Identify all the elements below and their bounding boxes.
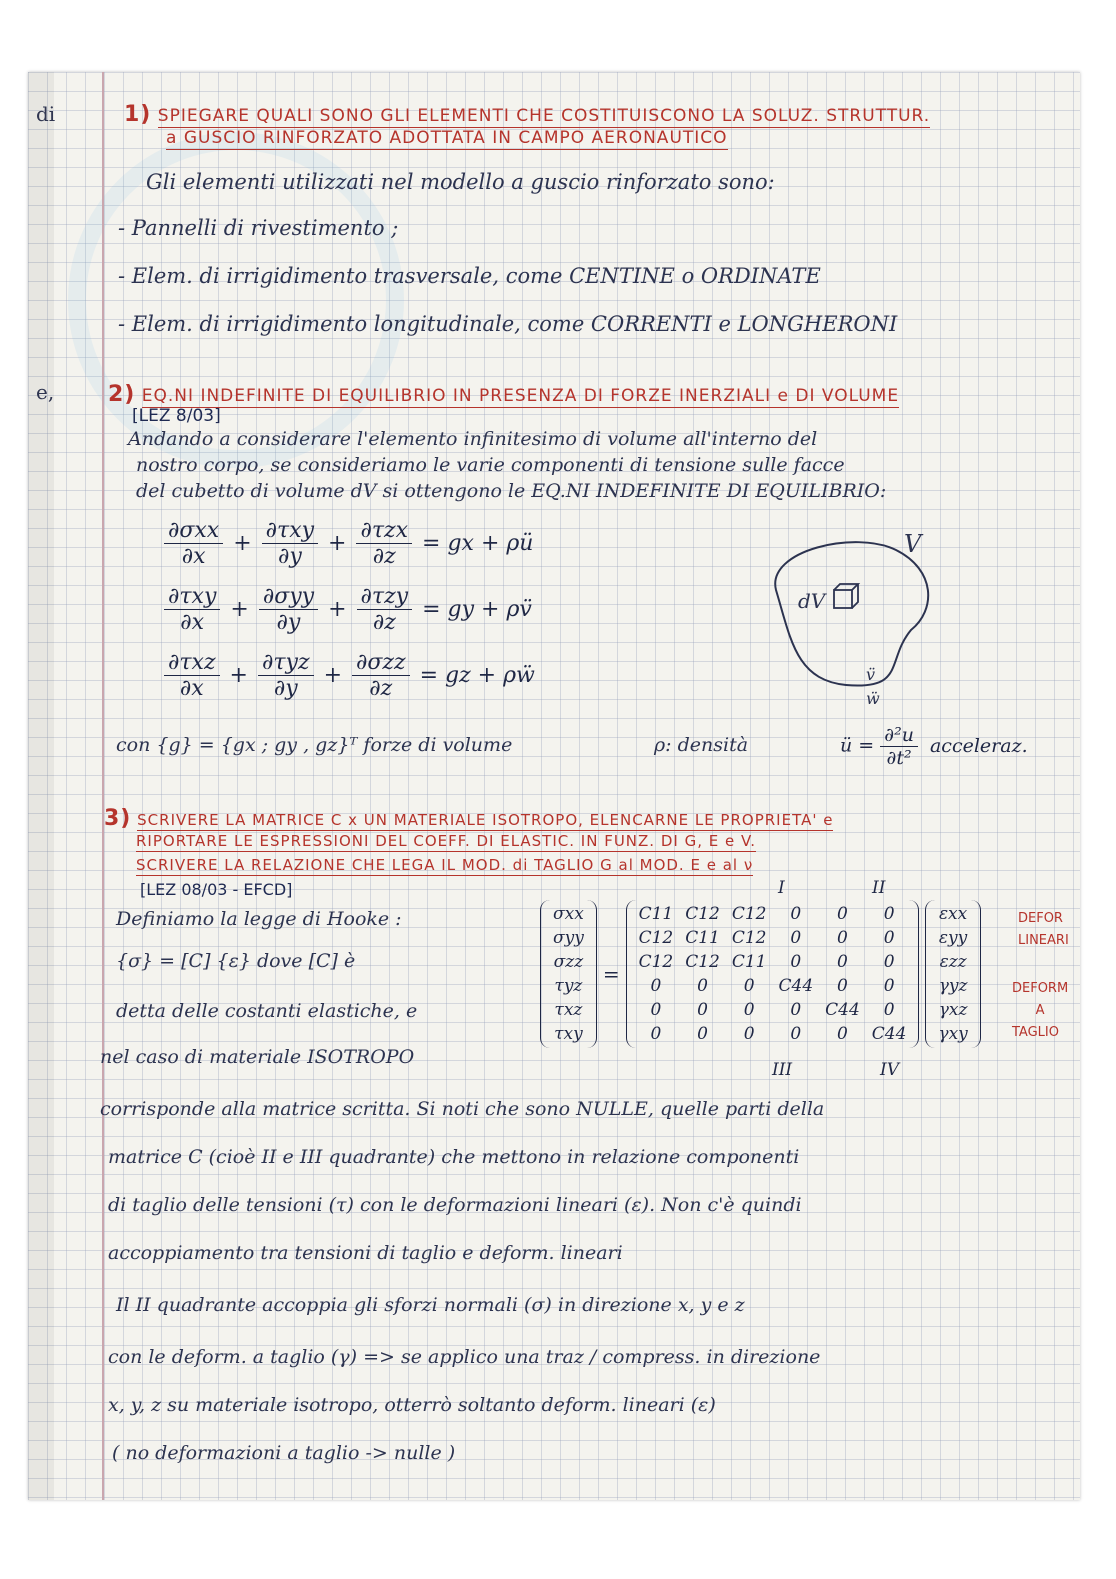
eq1-term2-num: ∂τxy <box>262 518 318 544</box>
eq3-term1-den: ∂x <box>179 676 204 701</box>
eq3-term2-den: ∂y <box>273 676 298 701</box>
accel-num: ∂²u <box>880 724 918 747</box>
matrix-cell: C12 <box>638 952 674 972</box>
eq1-term1-num: ∂σxx <box>164 518 223 544</box>
stress-component: τxy <box>554 1024 583 1044</box>
accel-lhs: ü = <box>840 734 875 757</box>
q3-title-line2: RIPORTARE LE ESPRESSIONI DEL COEFF. DI ELASTIC. IN FUNZ. DI G, E e V. <box>136 832 757 850</box>
stress-component: σyy <box>553 928 584 948</box>
volume-outline <box>775 542 928 685</box>
accel-den: ∂t² <box>886 747 912 769</box>
note-defor-1: DEFOR <box>1018 911 1063 926</box>
note-defor-lineari <box>1018 908 1069 952</box>
margin-mark-1: di <box>36 102 56 126</box>
dv-label: dV <box>798 589 826 613</box>
matrix-cell: C11 <box>685 928 720 948</box>
density-note: ρ: densità <box>654 734 749 756</box>
stress-component: τyz <box>554 976 583 996</box>
q1-title-line1 <box>124 102 930 127</box>
body-line-4: accoppiamento tra tensioni di taglio e deform. lineari <box>108 1242 623 1264</box>
matrix-cell: 0 <box>837 976 848 996</box>
matrix-cell: 0 <box>790 952 802 972</box>
matrix-cell: C11 <box>731 952 767 972</box>
q1-number: 1) <box>124 102 152 127</box>
stress-component: σxx <box>553 904 584 924</box>
equation-3: $\frac{\text{∂τxz}}{\partial x}$ + $\frac{\text{∂τyz}}{\partial y}$ + $\frac{\text{∂σzz}}{\partial z}$ = gz + ρẅ <box>164 650 545 701</box>
eq1-term2-den: ∂y <box>277 544 302 569</box>
matrix-cell: 0 <box>883 1000 895 1020</box>
notebook-page <box>28 72 1080 1500</box>
eq2-term1-num: ∂τxy <box>164 584 220 610</box>
eq2-term2-den: ∂y <box>276 610 301 635</box>
eq1-rhs: = gx + ρü <box>422 531 534 556</box>
q3-ref: [LEZ 08/03 - EFCD] <box>140 880 293 899</box>
strain-component: εxx <box>938 904 968 924</box>
stiffness-relation: σxx σyy σzz τyz τxz τxy = C11 C12 C12 0 0 0 C12 C11 C12 0 0 0 C12 C12 C11 0 0 0 0 0 0 C44 0 0 0 0 0 0 C44 0 0 0 0 0 0 C44 εxx εyy εzz γyz γxz γxy I II III IV <box>540 900 981 1048</box>
q3-title-line1 <box>104 806 833 831</box>
q3-title-line3: SCRIVERE LA RELAZIONE CHE LEGA IL MOD. di TAGLIO G al MOD. E e al ν <box>136 856 754 874</box>
matrix-cell: C12 <box>685 904 720 924</box>
hooke-law-eq: {σ} = [C] {ε} dove [C] è <box>116 950 356 972</box>
note-taglio-2: A <box>1035 1003 1045 1018</box>
eq3-term3-den: ∂z <box>369 676 393 701</box>
q3-number: 3) <box>104 806 132 831</box>
body-forces: con {g} = {gx ; gy , gz}ᵀ forze di volume <box>116 734 513 756</box>
accel-word: acceleraz. <box>929 734 1028 757</box>
matrix-cell: 0 <box>650 1024 662 1044</box>
body-line-8: ( no deformazioni a taglio -> nulle ) <box>112 1442 456 1464</box>
body-line-3: di taglio delle tensioni (τ) con le deformazioni lineari (ε). Non c'è quindi <box>108 1194 802 1216</box>
matrix-cell: 0 <box>883 952 895 972</box>
q1-title-text: SPIEGARE QUALI SONO GLI ELEMENTI CHE COSTITUISCONO LA SOLUZ. STRUTTUR. <box>157 106 931 126</box>
q1-item-1: - Pannelli di rivestimento ; <box>118 216 399 240</box>
matrix-cell: 0 <box>883 904 895 924</box>
q1-title-line2: a GUSCIO RINFORZATO ADOTTATA IN CAMPO AERONAUTICO <box>166 128 728 148</box>
stress-component: τxz <box>554 1000 583 1020</box>
eq1-term3-den: ∂z <box>372 544 396 569</box>
body-line-5: Il II quadrante accoppia gli sforzi normali (σ) in direzione x, y e z <box>116 1294 745 1316</box>
margin-mark-2: e, <box>36 380 55 404</box>
q1-intro: Gli elementi utilizzati nel modello a guscio rinforzato sono: <box>146 170 775 194</box>
quadrant-label-IV: IV <box>880 1060 899 1080</box>
eq1-term1-den: ∂x <box>181 544 206 569</box>
strain-vector <box>925 900 980 1048</box>
equation-2: $\frac{\text{∂τxy}}{\partial x}$ + $\frac{\text{∂σyy}}{\partial y}$ + $\frac{\text{∂τzy}}{\partial z}$ = gy + ρv̈ <box>164 584 542 635</box>
q1-item-2: - Elem. di irrigidimento trasversale, come CENTINE o ORDINATE <box>118 264 821 288</box>
strain-component: γxy <box>938 1024 968 1044</box>
note-taglio-1: DEFORM <box>1012 981 1069 996</box>
stress-component: σzz <box>553 952 584 972</box>
q2-text-1: Andando a considerare l'elemento infinitesimo di volume all'interno del <box>128 428 818 450</box>
eq2-term3-den: ∂z <box>372 610 396 635</box>
q2-number: 2) <box>108 382 136 407</box>
quadrant-label-I: I <box>778 878 785 898</box>
eq1-term3-num: ∂τzx <box>356 518 412 544</box>
stiffness-matrix <box>626 900 920 1048</box>
strain-component: γxz <box>938 1000 968 1020</box>
eq3-term3-num: ∂σzz <box>352 650 410 676</box>
eq2-term3-num: ∂τzy <box>357 584 413 610</box>
matrix-cell: C44 <box>778 976 814 996</box>
matrix-cell: 0 <box>883 928 895 948</box>
q2-text-3: del cubetto di volume dV si ottengono le EQ.NI INDEFINITE DI EQUILIBRIO: <box>136 480 887 502</box>
matrix-cell: 0 <box>790 1024 802 1044</box>
matrix-cell: 0 <box>837 904 848 924</box>
matrix-cell: 0 <box>650 1000 662 1020</box>
q3-title-text-1: SCRIVERE LA MATRICE C x UN MATERIALE ISOTROPO, ELENCARNE LE PROPRIETA' e <box>137 811 834 829</box>
v-label: V <box>904 530 922 558</box>
strain-component: εzz <box>939 952 967 972</box>
matrix-cell: 0 <box>743 976 755 996</box>
cube-icon <box>834 584 858 608</box>
matrix-cell: C12 <box>731 904 767 924</box>
q2-title-text: EQ.NI INDEFINITE DI EQUILIBRIO IN PRESENZA DI FORZE INERZIALI e DI VOLUME <box>141 386 900 406</box>
volume-body-figure <box>736 520 956 710</box>
isotropic-text: nel caso di materiale ISOTROPO <box>100 1046 415 1068</box>
body-line-1: corrisponde alla matrice scritta. Si noti che sono NULLE, quelle parti della <box>100 1098 825 1120</box>
eq2-rhs: = gy + ρv̈ <box>422 597 532 622</box>
eq3-term1-num: ∂τxz <box>164 650 220 676</box>
matrix-cell: 0 <box>790 1000 802 1020</box>
hooke-law-intro: Definiamo la legge di Hooke : <box>116 908 402 930</box>
matrix-cell: 0 <box>697 976 708 996</box>
body-line-7: x, y, z su materiale isotropo, otterrò soltanto deform. lineari (ε) <box>108 1394 716 1416</box>
matrix-cell: 0 <box>697 1024 708 1044</box>
acceleration-def <box>840 724 1028 769</box>
body-line-2: matrice C (cioè II e III quadrante) che mettono in relazione componenti <box>108 1146 800 1168</box>
margin-line <box>102 72 104 1500</box>
eq2-term2-num: ∂σyy <box>259 584 318 610</box>
binding-strip <box>28 72 54 1500</box>
vdd-label: v̈ <box>866 665 876 684</box>
matrix-cell: C11 <box>638 904 674 924</box>
stress-vector <box>540 900 597 1048</box>
strain-component: εyy <box>938 928 968 948</box>
strain-component: γyz <box>938 976 968 996</box>
elastic-constants-text: detta delle costanti elastiche, e <box>116 1000 418 1022</box>
note-defor-2: LINEARI <box>1018 933 1069 948</box>
q2-ref: [LEZ 8/03] <box>132 406 221 426</box>
matrix-cell: C12 <box>731 928 767 948</box>
matrix-cell: 0 <box>837 1024 848 1044</box>
body-line-6: con le deform. a taglio (γ) => se applico una traz / compress. in direzione <box>108 1346 821 1368</box>
note-defor-taglio <box>1012 978 1068 1044</box>
matrix-cell: C12 <box>638 928 674 948</box>
note-taglio-3: TAGLIO <box>1012 1025 1059 1040</box>
q2-title <box>108 382 899 407</box>
matrix-cell: 0 <box>837 928 848 948</box>
matrix-cell: C44 <box>825 1000 860 1020</box>
matrix-cell: C12 <box>685 952 720 972</box>
eq3-term2-num: ∂τyz <box>258 650 314 676</box>
matrix-cell: 0 <box>883 976 895 996</box>
eq3-rhs: = gz + ρẅ <box>419 663 535 688</box>
matrix-cell: 0 <box>650 976 662 996</box>
wdd-label: ẅ <box>866 689 880 708</box>
q2-text-2: nostro corpo, se consideriamo le varie componenti di tensione sulle facce <box>136 454 845 476</box>
matrix-cell: 0 <box>790 928 802 948</box>
matrix-cell: 0 <box>743 1024 755 1044</box>
quadrant-label-III: III <box>772 1060 793 1080</box>
matrix-cell: 0 <box>837 952 848 972</box>
matrix-cell: 0 <box>743 1000 755 1020</box>
quadrant-label-II: II <box>872 878 886 898</box>
eq2-term1-den: ∂x <box>180 610 205 635</box>
matrix-cell: C44 <box>871 1024 907 1044</box>
q1-item-3: - Elem. di irrigidimento longitudinale, come CORRENTI e LONGHERONI <box>118 312 898 336</box>
matrix-cell: 0 <box>697 1000 708 1020</box>
equation-1: $\frac{\text{∂σxx}}{\partial x}$ + $\frac{\text{∂τxy}}{\partial y}$ + $\frac{\text{∂τzx}}{\partial z}$ = gx + ρü <box>164 518 543 569</box>
matrix-cell: 0 <box>790 904 802 924</box>
